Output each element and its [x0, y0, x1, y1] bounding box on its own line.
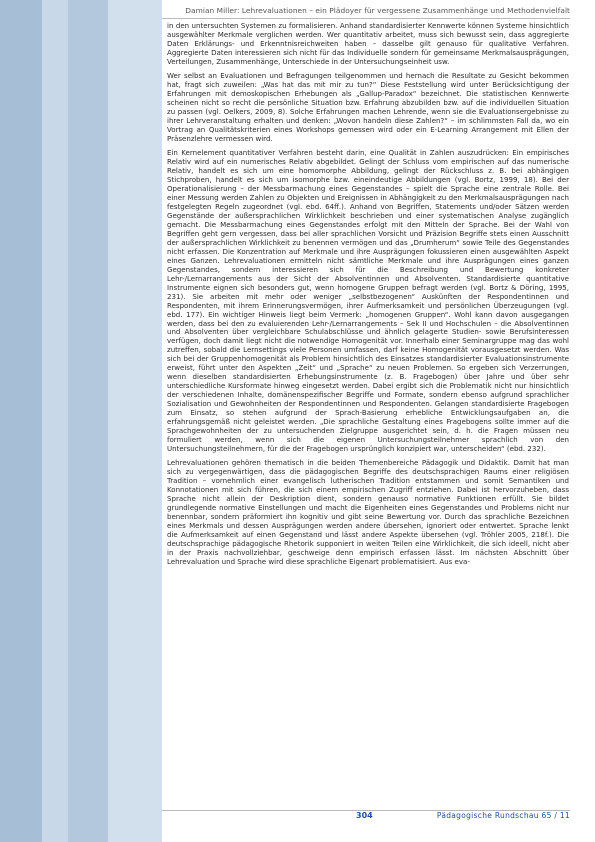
paragraph: Lehrevaluationen gehören thematisch in die beiden Themenbereiche Pädagogik und Didaktik. Damit hat man sich zu vergegenwärtigen, dass die pädagogischen Begriffe des deutschsprachigen Raums einer religiösen Tradition – vornehmlich einer evangelisch lutherischen Tradition entstammen und somit Semantiken und Konnotationen mit sich führen, die sich einem empirischen Zugriff entziehen. Dabei ist hervorzuheben, dass Sprache nicht allein der Deskription dient, sondern genauso normative Funktionen erfüllt. Sie bildet grundlegende normative Einstellungen und macht die Eigenheiten eines Gegenstandes und Problems nicht nur benennbar, sondern präformiert ihn kognitiv und gibt seine Bewertung vor. Durch das sprachliche Bezeichnen eines Merkmals und dessen Ausprägungen werden andere übersehen, ignoriert oder entwertet. Sprache lenkt die Aufmerksamkeit auf einen Gegenstand und lässt andere Aspekte übersehen (vgl. Tröhler 2005, 218f.). Die deutschsprachige pädagogische Rhetorik supponiert in weiten Teilen eine Wirklichkeit, die sich ideell, nicht aber in der Praxis nachvollziehbar, geschweige denn empirisch erfassen lässt. Im nächsten Abschnitt über Lehrevaluation und Sprache wird diese sprachliche Eigenart problematisiert. Aus eva-	[167, 458, 569, 566]
decorative-stripe	[42, 0, 68, 842]
page-number: 304	[356, 811, 373, 820]
decorative-stripe	[68, 0, 108, 842]
paragraph: Wer selbst an Evaluationen und Befragungen teilgenommen und hernach die Resultate zu Gesicht bekommen hat, fragt sich zuweilen: „Was hat das mit mir zu tun?“ Diese Feststellung wird unter Berücksichtigung der Erfahrungen mit demoskopischen Erhebungen als „Gallup-Paradox“ bezeichnet. Die statistischen Kennwerte scheinen nicht so recht die persönliche Situation bzw. Erfahrung abzubilden bzw. auf die individuellen Situation zu passen (vgl. Oelkers, 2009, 8). Solche Erfahrungen machen Lehrende, wenn sie die Evaluationsergebnisse zu ihrer Lehrveranstaltung erhalten und denken: „Wovon handeln diese Zahlen?“ – im schlimmsten Fall da, wo ein Vortrag an Qualitätskriterien eines Workshops gemessen wird oder ein E-Learning Arrangement mit Ellen der Präsenzlehre vermessen wird.	[167, 71, 569, 143]
journal-issue: 65 / 11	[541, 811, 570, 820]
header-divider	[162, 18, 570, 19]
running-header: Damian Miller: Lehrevaluationen – ein Plädoyer für vergessene Zusammenhänge und Methodenvielfalt	[185, 6, 570, 15]
decorative-stripe	[0, 0, 42, 842]
journal-citation	[437, 811, 570, 820]
paragraph: in den untersuchten Systemen zu formalisieren. Anhand standardisierter Kennwerte können Systeme hinsichtlich ausgewählter Merkmale verglichen werden. Wer quantitativ arbeitet, muss sich bewusst sein, dass aggregierte Daten Erklärungs- und Erkenntnisreichweiten haben – dasselbe gilt genauso für qualitative Verfahren. Aggregierte Daten interessieren sich nicht für das Individuelle sondern für gemeinsame Merkmalsausprägungen, Verteilungen, Zusammenhänge, Unterschiede in der Untersuchungseinheit usw.	[167, 22, 569, 66]
decorative-stripe	[108, 0, 162, 842]
journal-name: Pädagogische Rundschau	[436, 811, 539, 820]
left-decorative-bar	[0, 0, 162, 842]
page-footer	[340, 811, 570, 825]
paragraph: Ein Kernelement quantitativer Verfahren besteht darin, eine Qualität in Zahlen auszudrücken: Ein empirisches Relativ wird auf ein numerisches Relativ abgebildet. Gelingt der Schluss vom empirischen auf das numerische Relativ, handelt es sich um eine homomorphe Abbildung, gelingt der Rückschluss z. B. bei abhängigen Stichproben, handelt es sich um isomorphe bzw. eineindeutige Abbildungen (vgl. Bortz, 1999, 18). Bei der Operationalisierung – der Messbarmachung eines Gegenstandes – spielt die Sprache eine zentrale Rolle. Bei einer Messung werden Zahlen zu Objekten und Ereignissen in Abhängigkeit zu den Merkmalsausprägungen nach festgelegten Regeln zugeordnet (vgl. ebd. 64ff.). Anhand von Begriffen, Statements und/oder Sätzen werden Gegenstände der außersprachlichen Wirklichkeit beschrieben und einer systematischen Analyse zugänglich gemacht. Die Messbarmachung eines Gegenstandes erfolgt mit den Mitteln der Sprache. Bei der Wahl von Begriffen geht gern vergessen, dass bei aller sprachlichen Vorsicht und Präzision Begriffe stets einen Ausschnitt der außersprachlichen Wirklichkeit zu benennen vermögen und das „Drumherum“ sowie Teile des Gegenstandes nicht erfassen. Die Konzentration auf Merkmale und ihre Ausprägungen fokussieren einen ausgewählten Aspekt eines Ganzen. Lehrevaluationen ermitteln nicht sämtliche Merkmale und ihre Ausprägungen eines ganzen Gegenstandes, sondern interessieren sich für die Beschreibung und Bewertung konkreter Lehr-/Lernarrangements aus der Sicht der Absolventinnen und Absolventen. Standardisierte quantitative Instrumente eignen sich besonders gut, wenn homogene Gruppen befragt werden (vgl. Bortz & Döring, 1995, 231). Sie arbeiten mit mehr oder weniger „selbstbezogenen“ Auskünften der Respondentinnen und Respondenten, mit ihrem Erinnerungsvermögen, ihrer Aufmerksamkeit und persönlichen Überzeugungen (vgl. ebd. 177). Ein wichtiger Hinweis liegt beim Vermerk: „homogenen Gruppen“. Wohl kann davon ausgegangen werden, dass bei den zu evaluierenden Lehr-/Lernarrangements – Sek II und Hochschulen – die Absolventinnen und Absolventen über vergleichbare Schulabschlüsse und ähnlich gelagerte Studien- sowie Berufsinteressen verfügen, doch damit liegt nicht die notwendige Homogenität vor. Innerhalb einer Seminargruppe mag das wohl zutreffen, sobald die Lernsettings viele Personen umfassen, darf keine Homogenität vorausgesetzt werden. Was sich bei der Gruppenhomogenität als Problem hinsichtlich des Einsatzes standardisierter Evaluationsinstrumente erweist, führt unter den Aspekten „Zeit“ und „Sprache“ zu neuen Problemen. So ergeben sich Verzerrungen, wenn dieselben standardisierten Erhebungsinstrumente (z. B. Fragebogen) über Jahre und über sehr unterschiedliche Kursformate hinweg eingesetzt werden. Dabei ergibt sich die Problematik nicht nur hinsichtlich der verschiedenen Inhalte, domänenspezifischer Begriffe und Formate, sondern ebenso aufgrund sprachlicher Sozialisation und Gewohnheiten der Respondentinnen und Respondenten. Gelangen standardisierte Fragebogen zum Einsatz, so stehen aufgrund der Sprach-Basierung erhebliche Entwicklungsaufgaben an, die erfahrungsgemäß nicht geleistet werden. „Die sprachliche Gestaltung eines Fragebogens sollte immer auf die Sprachgewohnheiten der zu untersuchenden Zielgruppe ausgerichtet sein, d. h. die Fragen müssen neu formuliert werden, wenn sich die eigenen Untersuchungsteilnehmer sprachlich von den Untersuchungsteilnehmern, für die der Fragebogen ursprünglich konzipiert war, unterscheiden“ (ebd. 232).	[167, 148, 569, 453]
body-text	[167, 22, 569, 807]
